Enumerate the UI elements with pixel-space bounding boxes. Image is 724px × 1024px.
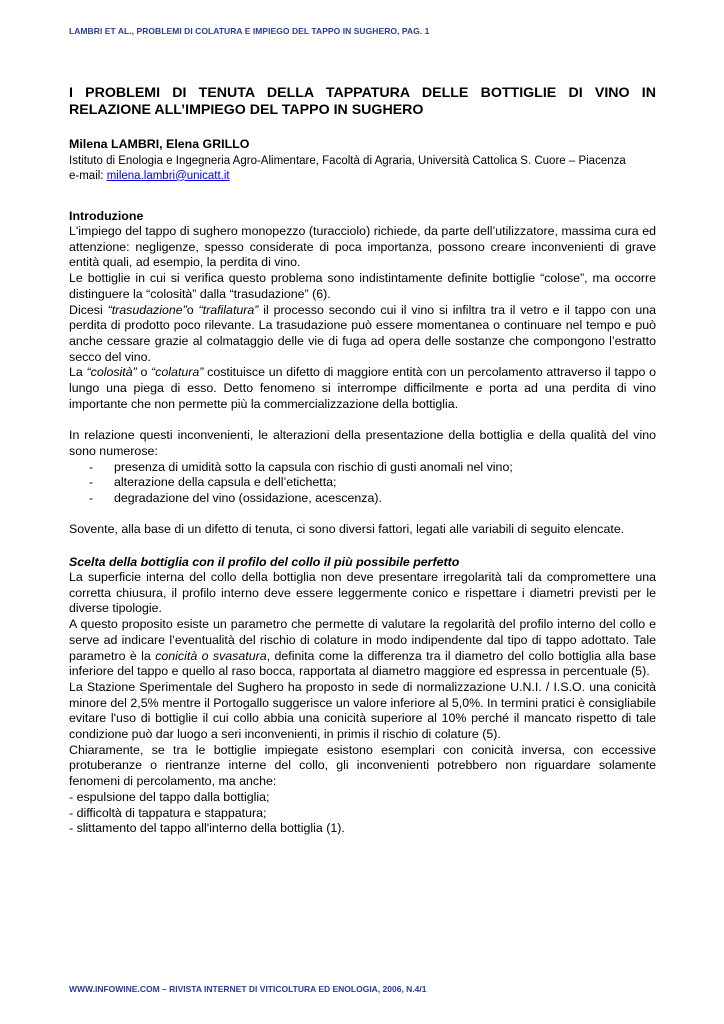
paragraph: La Stazione Sperimentale del Sughero ha proposto in sede di normalizzazione U.N.I. / I.S.O. una conicità minore del 2,5% mentre il Portogallo suggerisce un valore inferiore al 5,0%. In termini pratici è consigliabile evitare l'uso di bottiglie il cui collo abbia una conicità superiore al 10% perché il mancato rispetto di tale condizione può dar luogo a seri inconvenienti, in primis il rischio di colature (5). — [69, 679, 656, 742]
text-run: A questo proposito esiste un parametro che permette di valutare la regolarità del profilo interno del collo e serve ad indicare l’eventualità del rischio di colature in modo indipendente dal tipo di tappo adottato. Tale parametro è la — [69, 617, 656, 663]
text-run: o — [186, 302, 199, 317]
email-link[interactable]: milena.lambri@unicatt.it — [106, 169, 230, 182]
alteration-list — [69, 460, 656, 507]
list-item-text: alterazione della capsula e dell’etichetta; — [114, 475, 337, 490]
list-item: - slittamento del tappo all'interno della bottiglia (1). — [69, 821, 345, 836]
text-run: costituisce un difetto di maggiore entità con un percolamento attraverso il tappo o lungo una piega di esso. Detto fenomeno si interrompe difficilmente e porta ad una perdita di vino importante che non permette più la commercializzazione della bottiglia. — [69, 365, 657, 411]
text-run: o — [136, 365, 152, 380]
italic-term: conicità o svasatura — [155, 648, 267, 663]
italic-term: “trasudazione” — [107, 302, 187, 317]
paragraph: In relazione questi inconvenienti, le alterazioni della presentazione della bottiglia e della qualità del vino sono numerose: — [69, 428, 656, 458]
italic-term: “colosità” — [86, 365, 137, 380]
list-item-text: degradazione del vino (ossidazione, acescenza). — [114, 490, 382, 505]
paragraph — [69, 303, 656, 366]
text-run: il processo secondo cui il vino si infiltra tra il vetro e il tappo con una perdita di prodotto poco rilevante. La trasudazione può essere momentanea o continuare nel tempo e può anche cessare grazie al colmataggio delle vie di fuga ad opera delle sostanze che compongono l’estratto secco del vino. — [69, 302, 656, 364]
list-item — [69, 460, 656, 476]
list-item-text: presenza di umidità sotto la capsula con rischio di gusti anomali nel vino; — [114, 459, 513, 474]
paragraph: La superficie interna del collo della bottiglia non deve presentare irregolarità tali da compromettere una corretta chiusura, il profilo interno deve essere leggermente conico e rispettare i diametri previsti per le diverse tipologie. — [69, 570, 656, 616]
text-run: La — [69, 365, 87, 380]
section-heading-introduzione: Introduzione — [69, 209, 144, 223]
italic-term: “trafilatura” — [198, 302, 259, 317]
dash-bullet: - — [89, 490, 94, 505]
article-body — [69, 85, 656, 837]
paragraph: Le bottiglie in cui si verifica questo problema sono indistintamente definite bottiglie “colose”, ma occorre distinguere la “colosità” dalla “trasudazione” (6). — [69, 271, 656, 301]
text-run: , definita come la differenza tra il diametro del collo bottiglia alla base inferiore del tappo e quello al raso bocca, rapportata al diametro maggiore ed espressa in percentuale (5). — [69, 648, 656, 679]
email-label: e-mail: — [69, 169, 107, 182]
list-item — [69, 475, 656, 491]
italic-term: “colatura” — [151, 365, 204, 380]
text-run: Dicesi — [69, 302, 108, 317]
dash-bullet: - — [89, 459, 94, 474]
dash-bullet: - — [89, 475, 94, 490]
paragraph — [69, 365, 656, 412]
running-header: LAMBRI ET AL., PROBLEMI DI COLATURA E IMPIEGO DEL TAPPO IN SUGHERO, PAG. 1 — [69, 26, 430, 36]
list-item: - espulsione del tappo dalla bottiglia; — [69, 789, 270, 804]
paper-title: I PROBLEMI DI TENUTA DELLA TAPPATURA DELLE BOTTIGLIE DI VINO IN RELAZIONE ALL’IMPIEGO DEL TAPPO IN SUGHERO — [69, 85, 656, 118]
paragraph: Chiaramente, se tra le bottiglie impiegate esistono esemplari con conicità inversa, con eccessive protuberanze o rientranze interne del collo, gli inconvenienti potrebbero non riguardare solamente fenomeni di percolamento, ma anche: — [69, 742, 656, 789]
paragraph — [69, 617, 656, 680]
paragraph: Sovente, alla base di un difetto di tenuta, ci sono diversi fattori, legati alle variabili di seguito elencate. — [69, 522, 625, 537]
list-item — [69, 491, 656, 507]
paragraph: L'impiego del tappo di sughero monopezzo (turacciolo) richiede, da parte dell’utilizzatore, massima cura ed attenzione: negligenze, spesso considerate di poca importanza, possono creare inconvenienti di grave entità quali, ad esempio, la perdita di vino. — [69, 224, 656, 270]
affiliation: Istituto di Enologia e Ingegneria Agro-Alimentare, Facoltà di Agraria, Università Cattolica S. Cuore – Piacenza — [69, 155, 626, 167]
section-heading-scelta-bottiglia: Scelta della bottiglia con il profilo del collo il più possibile perfetto — [69, 555, 460, 570]
running-footer: WWW.INFOWINE.COM – RIVISTA INTERNET DI VITICOLTURA ED ENOLOGIA, 2006, N.4/1 — [69, 984, 427, 994]
authors: Milena LAMBRI, Elena GRILLO — [69, 137, 250, 151]
list-item: - difficoltà di tappatura e stappatura; — [69, 805, 267, 820]
email-line — [69, 169, 656, 184]
consequence-list — [69, 790, 656, 837]
